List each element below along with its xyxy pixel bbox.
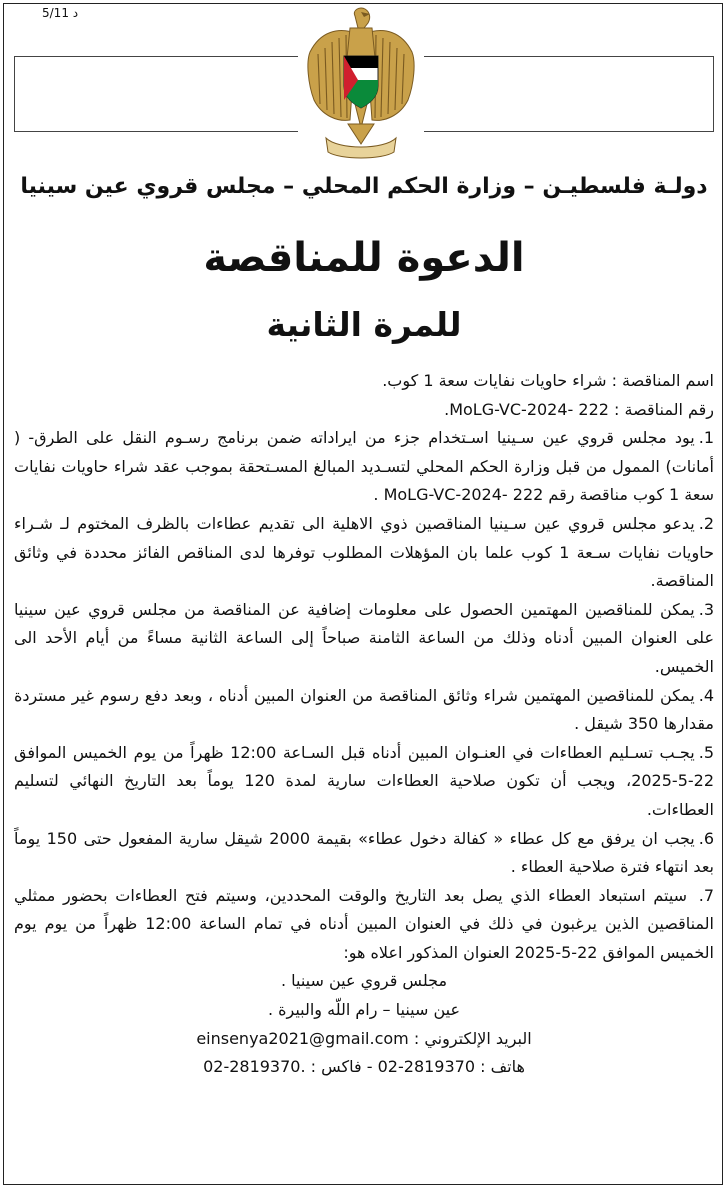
page-code: 5/11 د <box>42 6 79 20</box>
address-line-2: عين سينيا – رام اللّه والبيرة . <box>267 1000 461 1020</box>
government-line: دولـة فلسطيـن – وزارة الحكم المحلي – مجلس قروي عين سينيا <box>20 174 708 199</box>
clause-text: يمكن للمناقصين المهتمين شراء وثائق المناقصة من العنوان المبين أدناه ، وبعد دفع رسوم غير مستردة مقدارها 350 شيقل . <box>14 685 714 734</box>
clause-text: يجب ان يرفق مع كل عطاء « كفالة دخول عطاء» بقيمة 2000 شيقل سارية المفعول حتى 150 يوماً بعد انتهاء فترة صلاحية العطاء . <box>14 828 714 877</box>
separator: - <box>361 1057 378 1077</box>
email-label: البريد الإلكتروني : <box>408 1028 532 1048</box>
clause-7 <box>14 882 714 968</box>
clause-4 <box>14 682 714 739</box>
fax-label: فاكس : <box>305 1057 362 1077</box>
clause-text: يمكن للمناقصين المهتمين الحصول على معلومات إضافية عن المناقصة من مجلس قروي عين سينيا على العنوان المبين أدناه وذلك من الساعة الثامنة صباحاً إلى الساعة الثانية مساءً من أيام الأحد الى الخميس. <box>14 599 714 676</box>
clause-number: 2. <box>698 513 714 533</box>
email-line <box>14 1025 714 1054</box>
page-subtitle: للمرة الثانية <box>266 305 462 344</box>
tender-name: اسم المناقصة : شراء حاويات نفايات سعة 1 كوب. <box>382 371 714 390</box>
tender-body <box>14 367 714 1082</box>
clause-text: يجـب تسـليم العطاءات في العنـوان المبين أدناه قبل السـاعة 12:00 ظهراً من يوم الخميس الموافق 22-5-2025، ويجب أن تكون صلاحية العطاءات سارية لمدة 120 يوماً بعد التاريخ النهائي لتسليم العطاءات. <box>14 742 715 819</box>
clause-3 <box>14 596 714 682</box>
clause-text: يدعو مجلس قروي عين سـينيا المناقصين ذوي الاهلية الى تقديم عطاءات بالظرف المختوم لـ شـراء حاويات نفايات سـعة 1 كوب علما بان المؤهلات المطلوب توفرها لدى المناقص الفائز محددة في وثائق المناقصة. <box>14 513 715 591</box>
clause-2 <box>14 510 714 596</box>
palestine-eagle-emblem-icon <box>298 4 424 162</box>
clause-number: 3. <box>698 599 714 619</box>
clause-number: 4. <box>698 685 714 705</box>
phone-fax-line <box>14 1053 714 1082</box>
clause-text: سيتم استبعاد العطاء الذي يصل بعد التاريخ والوقت المحددين، وسيتم فتح العطاءات بحضور ممثلي المناقصين الذين يرغبون في ذلك في العنوان المبين أدناه في تمام الساعة 12:00 ظهراً من يوم يوم الخميس الموافق 22-5-2025 العنوان المذكور اعلاه هو: <box>14 885 714 962</box>
clause-number: 7. <box>698 885 714 905</box>
email-link[interactable]: einsenya2021@gmail.com <box>196 1028 409 1048</box>
clause-number: 5. <box>698 742 714 762</box>
page-title: الدعوة للمناقصة <box>203 235 525 281</box>
address-line-1: مجلس قروي عين سينيا . <box>280 971 448 991</box>
phone-label: هاتف : <box>475 1057 525 1077</box>
phone-number: 02-2819370 <box>377 1057 476 1077</box>
clause-6 <box>14 825 714 882</box>
clause-text: يود مجلس قروي عين سـينيا اسـتخدام جزء من ايراداته ضمن برنامج رسـوم النقل على الطرق- ( أمانات) الممول من قبل وزارة الحكم المحلي لتسـديد المبالغ المسـتحقة بموجب عقد شراء حاويات نفايات سعة 1 كوب مناقصة رقم 222 -MoLG-VC-2024 . <box>14 428 714 505</box>
tender-number: رقم المناقصة : 222 -MoLG-VC-2024. <box>444 399 714 419</box>
clause-5 <box>14 739 714 825</box>
clause-1 <box>14 424 714 510</box>
clause-number: 6. <box>698 828 715 848</box>
fax-number: 02-2819370. <box>203 1057 306 1077</box>
clause-number: 1. <box>698 428 714 448</box>
